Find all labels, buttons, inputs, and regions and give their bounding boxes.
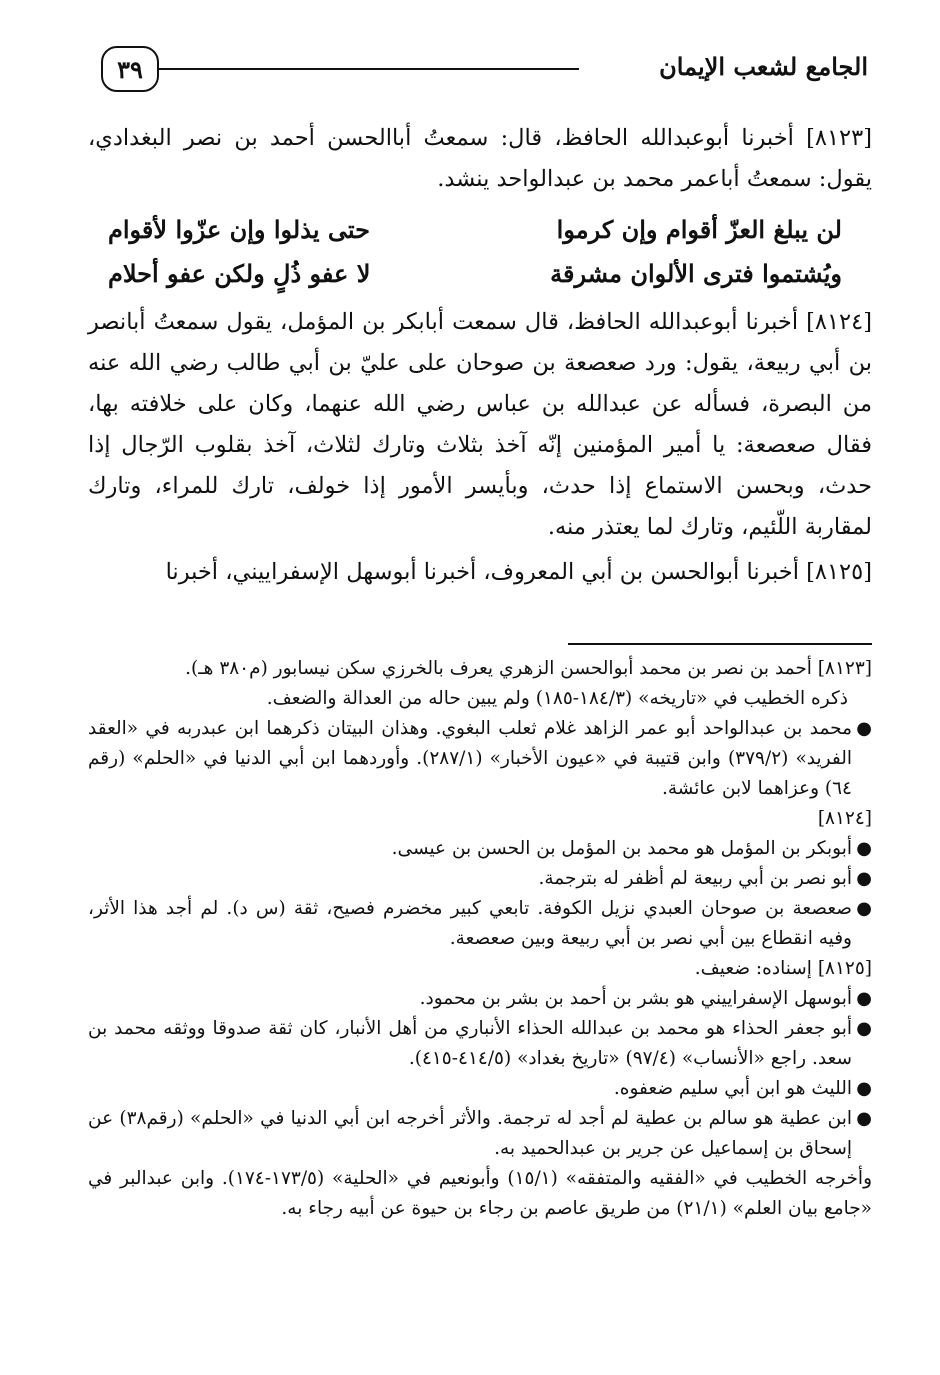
- hadith-number: [٨١٢٣]: [806, 125, 872, 151]
- footnote-bullet: [88, 1104, 872, 1164]
- bullet-dot: ●: [856, 1108, 872, 1129]
- footnote-bullet-text: أبو نصر بن أبي ربيعة لم أظفر له بترجمة.: [538, 868, 852, 889]
- footnote-8125-tail: وأخرجه الخطيب في «الفقيه والمتفقه» (١٥/١) وأبونعيم في «الحلية» (١٧٣/٥-١٧٤). وابن عبدالبر في «جامع بيان العلم» (٢١/١) من طريق عاصم بن رجاء بن حيوة عن أبيه رجاء به.: [88, 1168, 873, 1219]
- bullet-dot: ●: [856, 898, 872, 919]
- verse-second-hemistich: حتى يذلوا وإن عزّوا لأقوام: [108, 215, 370, 244]
- footnote-bullet: [88, 894, 872, 954]
- bullet-dot: ●: [856, 988, 872, 1009]
- footnote-separator: [568, 643, 872, 645]
- hadith-8123: [88, 118, 872, 200]
- hadith-8124: [88, 302, 872, 548]
- hadith-text: أخبرنا أبوالحسن بن أبي المعروف، أخبرنا أبوسهل الإسفراييني، أخبرنا: [165, 559, 807, 585]
- bullet-dot: ●: [856, 1018, 872, 1039]
- footnote-8123-line: ذكره الخطيب في «تاريخه» (١٨٤/٣-١٨٥) ولم يبين حاله من العدالة والضعف.: [266, 688, 848, 709]
- verse-first-hemistich: ويُشتموا فترى الألوان مشرقة: [550, 259, 842, 288]
- poem-verse: [108, 252, 842, 296]
- footnote-bullet-text: صعصعة بن صوحان العبدي نزيل الكوفة. تابعي كبير مخضرم فصيح، ثقة (س د). لم أجد هذا الأثر، وفيه انقطاع بين أبي نصر بن أبي ربيعة وبين صعصعة.: [88, 898, 852, 949]
- footnote-bullet: [88, 1074, 872, 1104]
- verse-second-hemistich: لا عفو ذُلٍ ولكن عفو أحلام: [108, 259, 371, 288]
- bullet-dot: ●: [856, 838, 872, 859]
- hadith-text: أخبرنا أبوعبدالله الحافظ، قال: سمعتُ أباالحسن أحمد بن نصر البغدادي، يقول: سمعتُ أباعمر محمد بن عبدالواحد ينشد.: [88, 125, 872, 192]
- poem-verse: [108, 208, 842, 252]
- footnote-bullet-text: أبوسهل الإسفراييني هو بشر بن أحمد بن بشر بن محمود.: [419, 988, 852, 1009]
- footnote-bullet: [88, 714, 872, 804]
- footnote-bullet: [88, 864, 872, 894]
- header-rule: [159, 68, 579, 70]
- footnote-8123-line: [٨١٢٣] أحمد بن نصر بن محمد أبوالحسن الزهري يعرف بالخرزي سكن نيسابور (م٣٨٠ هـ).: [185, 658, 872, 679]
- bullet-dot: ●: [856, 868, 872, 889]
- footnote-bullet: [88, 984, 872, 1014]
- verse-first-hemistich: لن يبلغ العزّ أقوام وإن كرموا: [556, 215, 842, 244]
- hadith-number: [٨١٢٥]: [806, 559, 872, 585]
- footnote-8125-heading: [٨١٢٥] إسناده: ضعيف.: [694, 958, 872, 979]
- main-text: [88, 118, 872, 597]
- poem: [108, 208, 842, 296]
- footnote-bullet-text: أبو جعفر الحذاء هو محمد بن عبدالله الحذاء الأنباري من أهل الأنبار، كان ثقة صدوقا ووثقه محمد بن سعد. راجع «الأنساب» (٩٧/٤) «تاريخ بغداد» (٤١٤/٥-٤١٥).: [88, 1018, 852, 1069]
- footnote-bullet-text: محمد بن عبدالواحد أبو عمر الزاهد غلام ثعلب البغوي. وهذان البيتان ذكرهما ابن عبدربه في «العقد الفريد» (٣٧٩/٢) وابن قتيبة في «عيون الأخبار» (٢٨٧/١). وأوردهما ابن أبي الدنيا في «الحلم» (رقم ٦٤) وعزاهما لابن عائشة.: [88, 718, 852, 799]
- page-header: [95, 40, 880, 106]
- bullet-dot: ●: [856, 718, 872, 739]
- footnote-bullet-text: ابن عطية هو سالم بن عطية لم أجد له ترجمة. والأثر أخرجه ابن أبي الدنيا في «الحلم» (رقم٣٨) عن إسحاق بن إسماعيل عن جرير بن عبدالحميد به.: [88, 1108, 852, 1159]
- footnotes: [88, 654, 872, 1224]
- hadith-number: [٨١٢٤]: [806, 309, 872, 335]
- hadith-text: أخبرنا أبوعبدالله الحافظ، قال سمعت أبابكر بن المؤمل، يقول سمعتُ أبانصر بن أبي ربيعة، يقول: ورد صعصعة بن صوحان على عليّ بن أبي طالب رضي الله عنه من البصرة، فسأله عن عبدالله بن عباس رضي الله عنهما، وكان على خلافته بها، فقال صعصعة: يا أمير المؤمنين إنّه آخذ بثلاث وتارك لثلاث، آخذ بقلوب الرّجال إذا حدث، وبحسن الاستماع إذا حدث، وبأيسر الأمور إذا خولف، تارك للمراء، وتارك لمقاربة اللّئيم، وتارك لما يعتذر منه.: [88, 309, 872, 540]
- footnote-bullet-text: أبوبكر بن المؤمل هو محمد بن المؤمل بن الحسن بن عيسى.: [391, 838, 852, 859]
- footnote-bullet-text: الليث هو ابن أبي سليم ضعفوه.: [613, 1078, 852, 1099]
- footnote-8124-heading: [٨١٢٤]: [817, 808, 872, 829]
- footnote-bullet: [88, 834, 872, 864]
- hadith-8125: [88, 552, 872, 593]
- bullet-dot: ●: [856, 1078, 872, 1099]
- book-title: الجامع لشعب الإيمان: [659, 52, 868, 81]
- page-number: ٣٩: [101, 46, 159, 92]
- footnote-bullet: [88, 1014, 872, 1074]
